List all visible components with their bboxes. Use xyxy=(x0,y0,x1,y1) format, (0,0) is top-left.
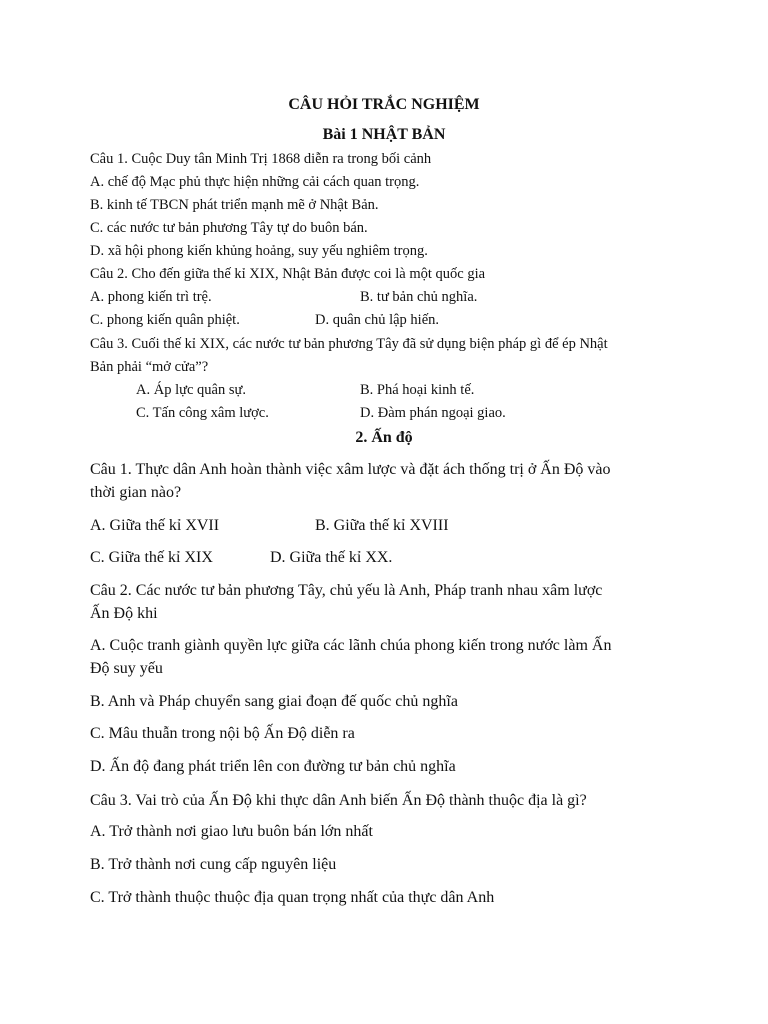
lesson1-heading: Bài 1 NHẬT BẢN xyxy=(322,126,446,143)
lesson2-q2-text-line1: Câu 2. Các nước tư bản phương Tây, chủ yếu là Anh, Pháp tranh nhau xâm lược xyxy=(90,582,603,599)
lesson1-q3-option-d: D. Đàm phán ngoại giao. xyxy=(360,405,506,421)
lesson1-q3-option-b: B. Phá hoại kinh tế. xyxy=(360,382,475,398)
lesson1-q1-option-c: C. các nước tư bản phương Tây tự do buôn bán. xyxy=(90,220,368,236)
lesson2-q2-option-a-line2: Độ suy yếu xyxy=(90,660,163,677)
lesson1-q2-option-c: C. phong kiến quân phiệt. xyxy=(90,312,240,328)
lesson2-q2-text-line2: Ấn Độ khi xyxy=(90,605,158,622)
lesson2-q1-text-line1: Câu 1. Thực dân Anh hoàn thành việc xâm lược và đặt ách thống trị ở Ấn Độ vào xyxy=(90,461,611,478)
lesson2-q2-option-c: C. Mâu thuẫn trong nội bộ Ấn Độ diễn ra xyxy=(90,725,355,742)
lesson2-q1-option-c: C. Giữa thế kỉ XIX xyxy=(90,549,213,566)
lesson2-q1-text-line2: thời gian nào? xyxy=(90,484,182,501)
lesson2-q2-option-a-line1: A. Cuộc tranh giành quyền lực giữa các lãnh chúa phong kiến trong nước làm Ấn xyxy=(90,637,612,654)
lesson1-q3-text-line1: Câu 3. Cuối thế kỉ XIX, các nước tư bản phương Tây đã sử dụng biện pháp gì để ép Nhật xyxy=(90,336,608,352)
lesson1-q3-option-c: C. Tấn công xâm lược. xyxy=(136,405,269,421)
lesson2-q3-option-c: C. Trở thành thuộc thuộc địa quan trọng nhất của thực dân Anh xyxy=(90,889,495,906)
lesson1-q3-text-line2: Bản phải “mở cửa”? xyxy=(90,359,209,375)
page-title: CÂU HỎI TRẮC NGHIỆM xyxy=(288,96,480,113)
lesson2-q1-option-a: A. Giữa thế kỉ XVII xyxy=(90,517,220,534)
lesson1-q2-text: Câu 2. Cho đến giữa thế kỉ XIX, Nhật Bản được coi là một quốc gia xyxy=(90,266,486,282)
lesson2-q3-option-a: A. Trở thành nơi giao lưu buôn bán lớn nhất xyxy=(90,823,373,840)
lesson2-heading: 2. Ấn độ xyxy=(355,429,413,446)
lesson2-q3-text: Câu 3. Vai trò của Ấn Độ khi thực dân Anh biến Ấn Độ thành thuộc địa là gì? xyxy=(90,792,587,809)
lesson1-q1-option-a: A. chế độ Mạc phủ thực hiện những cải cách quan trọng. xyxy=(90,174,420,190)
lesson2-q1-option-b: B. Giữa thế kỉ XVIII xyxy=(315,517,449,534)
lesson2-q1-option-d: D. Giữa thế kỉ XX. xyxy=(270,549,393,566)
lesson1-q2-option-d: D. quân chủ lập hiến. xyxy=(315,312,440,328)
lesson1-q1-option-d: D. xã hội phong kiến khủng hoảng, suy yếu nghiêm trọng. xyxy=(90,243,428,259)
lesson2-q2-option-b: B. Anh và Pháp chuyển sang giai đoạn đế quốc chủ nghĩa xyxy=(90,693,458,710)
lesson1-q3-option-a: A. Áp lực quân sự. xyxy=(136,382,246,398)
lesson1-q2-option-a: A. phong kiến trì trệ. xyxy=(90,289,212,305)
lesson1-q1-text: Câu 1. Cuộc Duy tân Minh Trị 1868 diễn ra trong bối cảnh xyxy=(90,151,432,167)
lesson1-q1-option-b: B. kinh tế TBCN phát triển mạnh mẽ ở Nhật Bản. xyxy=(90,197,379,213)
lesson1-q2-option-b: B. tư bản chủ nghĩa. xyxy=(360,289,478,305)
lesson2-q3-option-b: B. Trở thành nơi cung cấp nguyên liệu xyxy=(90,856,337,873)
lesson2-q2-option-d: D. Ấn độ đang phát triển lên con đường tư bản chủ nghĩa xyxy=(90,758,456,775)
